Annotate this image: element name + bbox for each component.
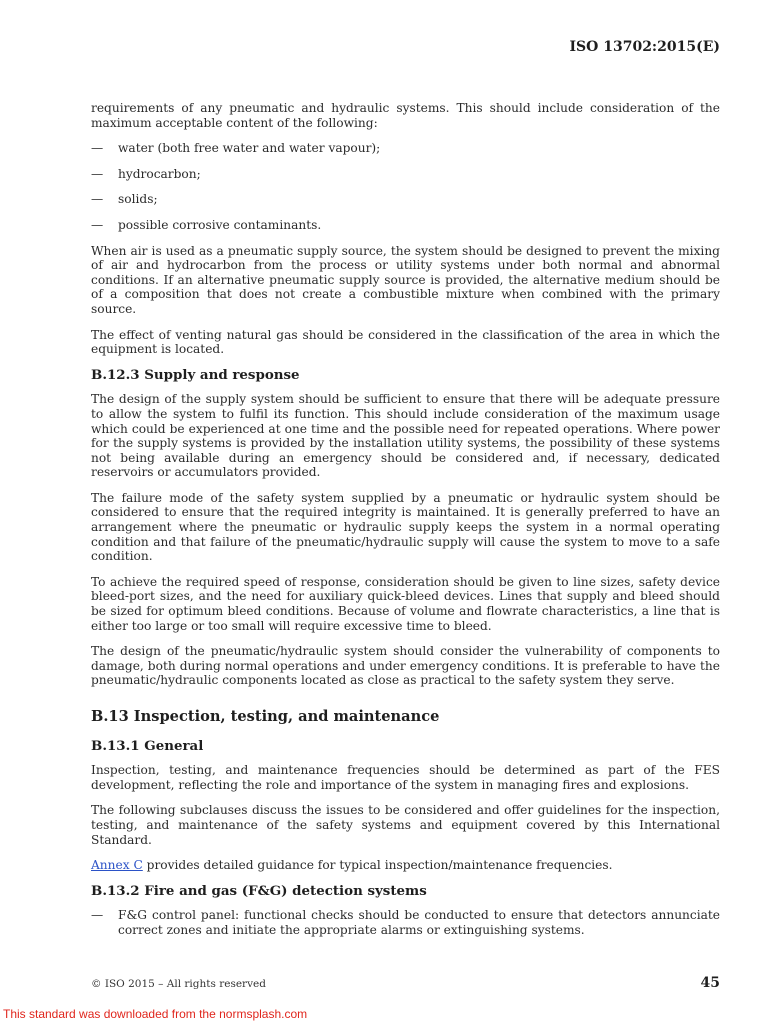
list-item xyxy=(91,192,720,207)
dash-bullet: — xyxy=(91,217,104,232)
list-item xyxy=(91,141,720,156)
dash-bullet: — xyxy=(91,192,104,207)
paragraph: To achieve the required speed of response, consideration should be given to line sizes, safety device bleed-port sizes, and the need for auxiliary quick-bleed devices. Lines that supply and bleed should be sized for optimum bleed conditions. Because of volume and flowrate characteristics, a line that is either too large or too small will require excessive time to bleed. xyxy=(91,574,720,633)
list-item-text: solids; xyxy=(118,192,158,207)
paragraph: Inspection, testing, and maintenance frequencies should be determined as part of the FES development, reflecting the role and importance of the system in managing fires and explosions. xyxy=(91,763,720,792)
paragraph xyxy=(91,858,720,873)
section-heading-b13-1: B.13.1 General xyxy=(91,737,204,754)
paragraph: requirements of any pneumatic and hydraulic systems. This should include consideration of the maximum acceptable content of the following: xyxy=(91,101,720,130)
dash-bullet: — xyxy=(91,166,104,181)
page-content xyxy=(91,101,720,949)
paragraph: The effect of venting natural gas should be considered in the classification of the area in which the equipment is located. xyxy=(91,327,720,357)
paragraph: When air is used as a pneumatic supply source, the system should be designed to prevent the mixing of air and hydrocarbon from the process or utility systems under both normal and abnormal conditions. If an alternative pneumatic supply source is provided, the alternative medium should be of a composition that does not create a combustible mixture when combined with the primary source. xyxy=(91,243,720,316)
dash-bullet: — xyxy=(91,908,104,923)
section-heading-b12-3: B.12.3 Supply and response xyxy=(91,366,300,383)
list-item xyxy=(91,908,720,937)
document-id: ISO 13702:2015(E) xyxy=(569,39,720,55)
paragraph: The design of the supply system should be sufficient to ensure that there will be adequate pressure to allow the system to fulfil its function. This should include consideration of the maximum usage which could be experienced at one time and the possible need for repeated operations. Where power for the supply systems is provided by the installation utility systems, the possibility of these systems not being available during an emergency should be considered and, if necessary, dedicated reservoirs or accumulators provided. xyxy=(91,392,720,480)
download-notice: This standard was downloaded from the normsplash.com xyxy=(3,1007,308,1021)
paragraph-text: provides detailed guidance for typical inspection/maintenance frequencies. xyxy=(142,858,613,873)
dash-bullet: — xyxy=(91,141,104,156)
page-number: 45 xyxy=(700,975,720,991)
list-item-text: water (both free water and water vapour); xyxy=(118,141,381,156)
section-heading-b13: B.13 Inspection, testing, and maintenance xyxy=(91,708,440,725)
list-item-text: F&G control panel: functional checks should be conducted to ensure that detectors annunciate correct zones and initiate the appropriate alarms or extinguishing systems. xyxy=(118,908,720,937)
paragraph: The design of the pneumatic/hydraulic system should consider the vulnerability of components to damage, both during normal operations and under emergency conditions. It is preferable to have the pneumatic/hydraulic components located as close as practical to the safety system they serve. xyxy=(91,644,720,688)
list-item-text: hydrocarbon; xyxy=(118,166,201,181)
copyright-notice: © ISO 2015 – All rights reserved xyxy=(91,978,266,990)
paragraph: The failure mode of the safety system supplied by a pneumatic or hydraulic system should be considered to ensure that the required integrity is maintained. It is generally preferred to have an arrangement where the pneumatic or hydraulic supply keeps the system in a normal operating condition and that failure of the pneumatic/hydraulic supply will cause the system to move to a safe condition. xyxy=(91,490,720,564)
list-item xyxy=(91,167,720,182)
list-item xyxy=(91,218,720,233)
annex-c-link[interactable]: Annex C xyxy=(91,858,143,873)
list-item-text: possible corrosive contaminants. xyxy=(118,217,322,232)
section-heading-b13-2: B.13.2 Fire and gas (F&G) detection systems xyxy=(91,882,427,899)
paragraph: The following subclauses discuss the issues to be considered and offer guidelines for the inspection, testing, and maintenance of the safety systems and equipment covered by this International Standard. xyxy=(91,803,720,847)
